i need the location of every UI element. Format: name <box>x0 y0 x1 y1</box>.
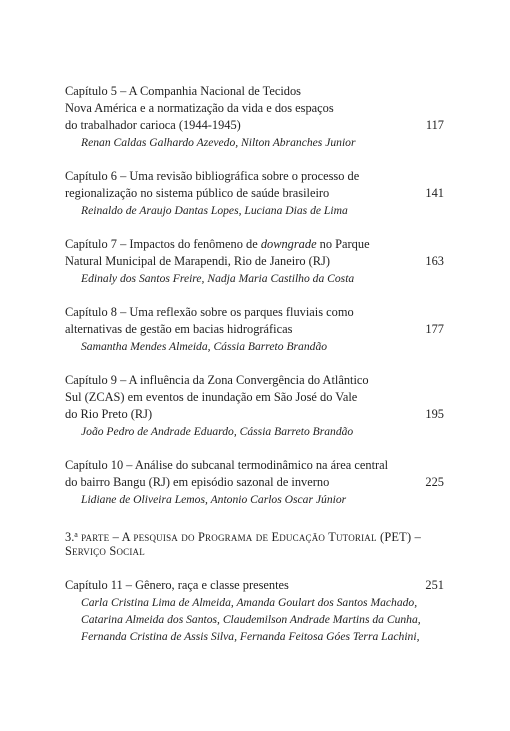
chapter-7-title-pre: Capítulo 7 – Impactos do fenômeno de <box>65 237 261 251</box>
chapter-7-title-post: no Parque <box>316 237 370 251</box>
chapter-8-authors: Samantha Mendes Almeida, Cássia Barreto Brandão <box>81 340 328 353</box>
chapter-5-title-line-3: do trabalhador carioca (1944-1945) <box>65 118 241 132</box>
part-number: 3. <box>65 530 75 544</box>
chapter-11-authors-line-1: Carla Cristina Lima de Almeida, Amanda Goulart dos Santos Machado, <box>81 596 418 609</box>
chapter-6-title-line-2: regionalização no sistema público de saúde brasileiro <box>65 186 330 200</box>
chapter-9-title-line-3: do Rio Preto (RJ) <box>65 407 153 421</box>
chapter-7-title-line-1 <box>65 236 370 253</box>
chapter-5-authors: Renan Caldas Galhardo Azevedo, Nilton Abranches Junior <box>81 136 356 149</box>
chapter-8-title-line-1: Capítulo 8 – Uma reflexão sobre os parques fluviais como <box>65 305 354 319</box>
chapter-7-authors: Edinaly dos Santos Freire, Nadja Maria Castilho da Costa <box>81 272 355 285</box>
chapter-10-title-line-2: do bairro Bangu (RJ) em episódio sazonal de inverno <box>65 475 330 489</box>
chapter-5-title-line-2: Nova América e a normatização da vida e dos espaços <box>65 101 334 115</box>
part-ordinal: a <box>74 530 78 539</box>
chapter-10-title-line-1: Capítulo 10 – Análise do subcanal termodinâmico na área central <box>65 458 389 472</box>
chapter-9-authors: João Pedro de Andrade Eduardo, Cássia Barreto Brandão <box>81 425 354 438</box>
chapter-7-page-number: 163 <box>425 254 444 268</box>
chapter-9-title-line-1: Capítulo 9 – A influência da Zona Convergência do Atlântico <box>65 373 369 387</box>
chapter-9-title-line-2: Sul (ZCAS) em eventos de inundação em São José do Vale <box>65 390 358 404</box>
part-label: parte <box>77 530 110 544</box>
chapter-11-title-line-1: Capítulo 11 – Gênero, raça e classe presentes <box>65 578 289 592</box>
chapter-8-page-number: 177 <box>425 322 444 336</box>
chapter-5-title-line-1: Capítulo 5 – A Companhia Nacional de Tecidos <box>65 84 302 98</box>
chapter-8-title-line-2: alternativas de gestão em bacias hidrográficas <box>65 322 293 336</box>
chapter-5-page-number: 117 <box>425 118 444 132</box>
chapter-7-title-italic-term: downgrade <box>260 237 317 251</box>
part-3-heading-line-2: Serviço Social <box>65 544 145 558</box>
chapter-6-title-line-1: Capítulo 6 – Uma revisão bibliográfica sobre o processo de <box>65 169 360 183</box>
chapter-7-title-line-2: Natural Municipal de Marapendi, Rio de Janeiro (RJ) <box>65 254 330 268</box>
chapter-6-page-number: 141 <box>425 186 444 200</box>
chapter-11-authors-line-3: Fernanda Cristina de Assis Silva, Fernanda Feitosa Góes Terra Lachini, <box>81 630 420 643</box>
chapter-11-page-number: 251 <box>425 578 444 592</box>
chapter-10-authors: Lidiane de Oliveira Lemos, Antonio Carlos Oscar Júnior <box>81 493 347 506</box>
part-title: – A pesquisa do Programa de Educação Tutorial (PET) – <box>109 530 421 544</box>
chapter-6-authors: Reinaldo de Araujo Dantas Lopes, Luciana Dias de Lima <box>81 204 348 217</box>
chapter-9-page-number: 195 <box>425 407 444 421</box>
chapter-11-authors-line-2: Catarina Almeida dos Santos, Claudemilson Andrade Martins da Cunha, <box>81 613 421 626</box>
chapter-10-page-number: 225 <box>425 475 444 489</box>
